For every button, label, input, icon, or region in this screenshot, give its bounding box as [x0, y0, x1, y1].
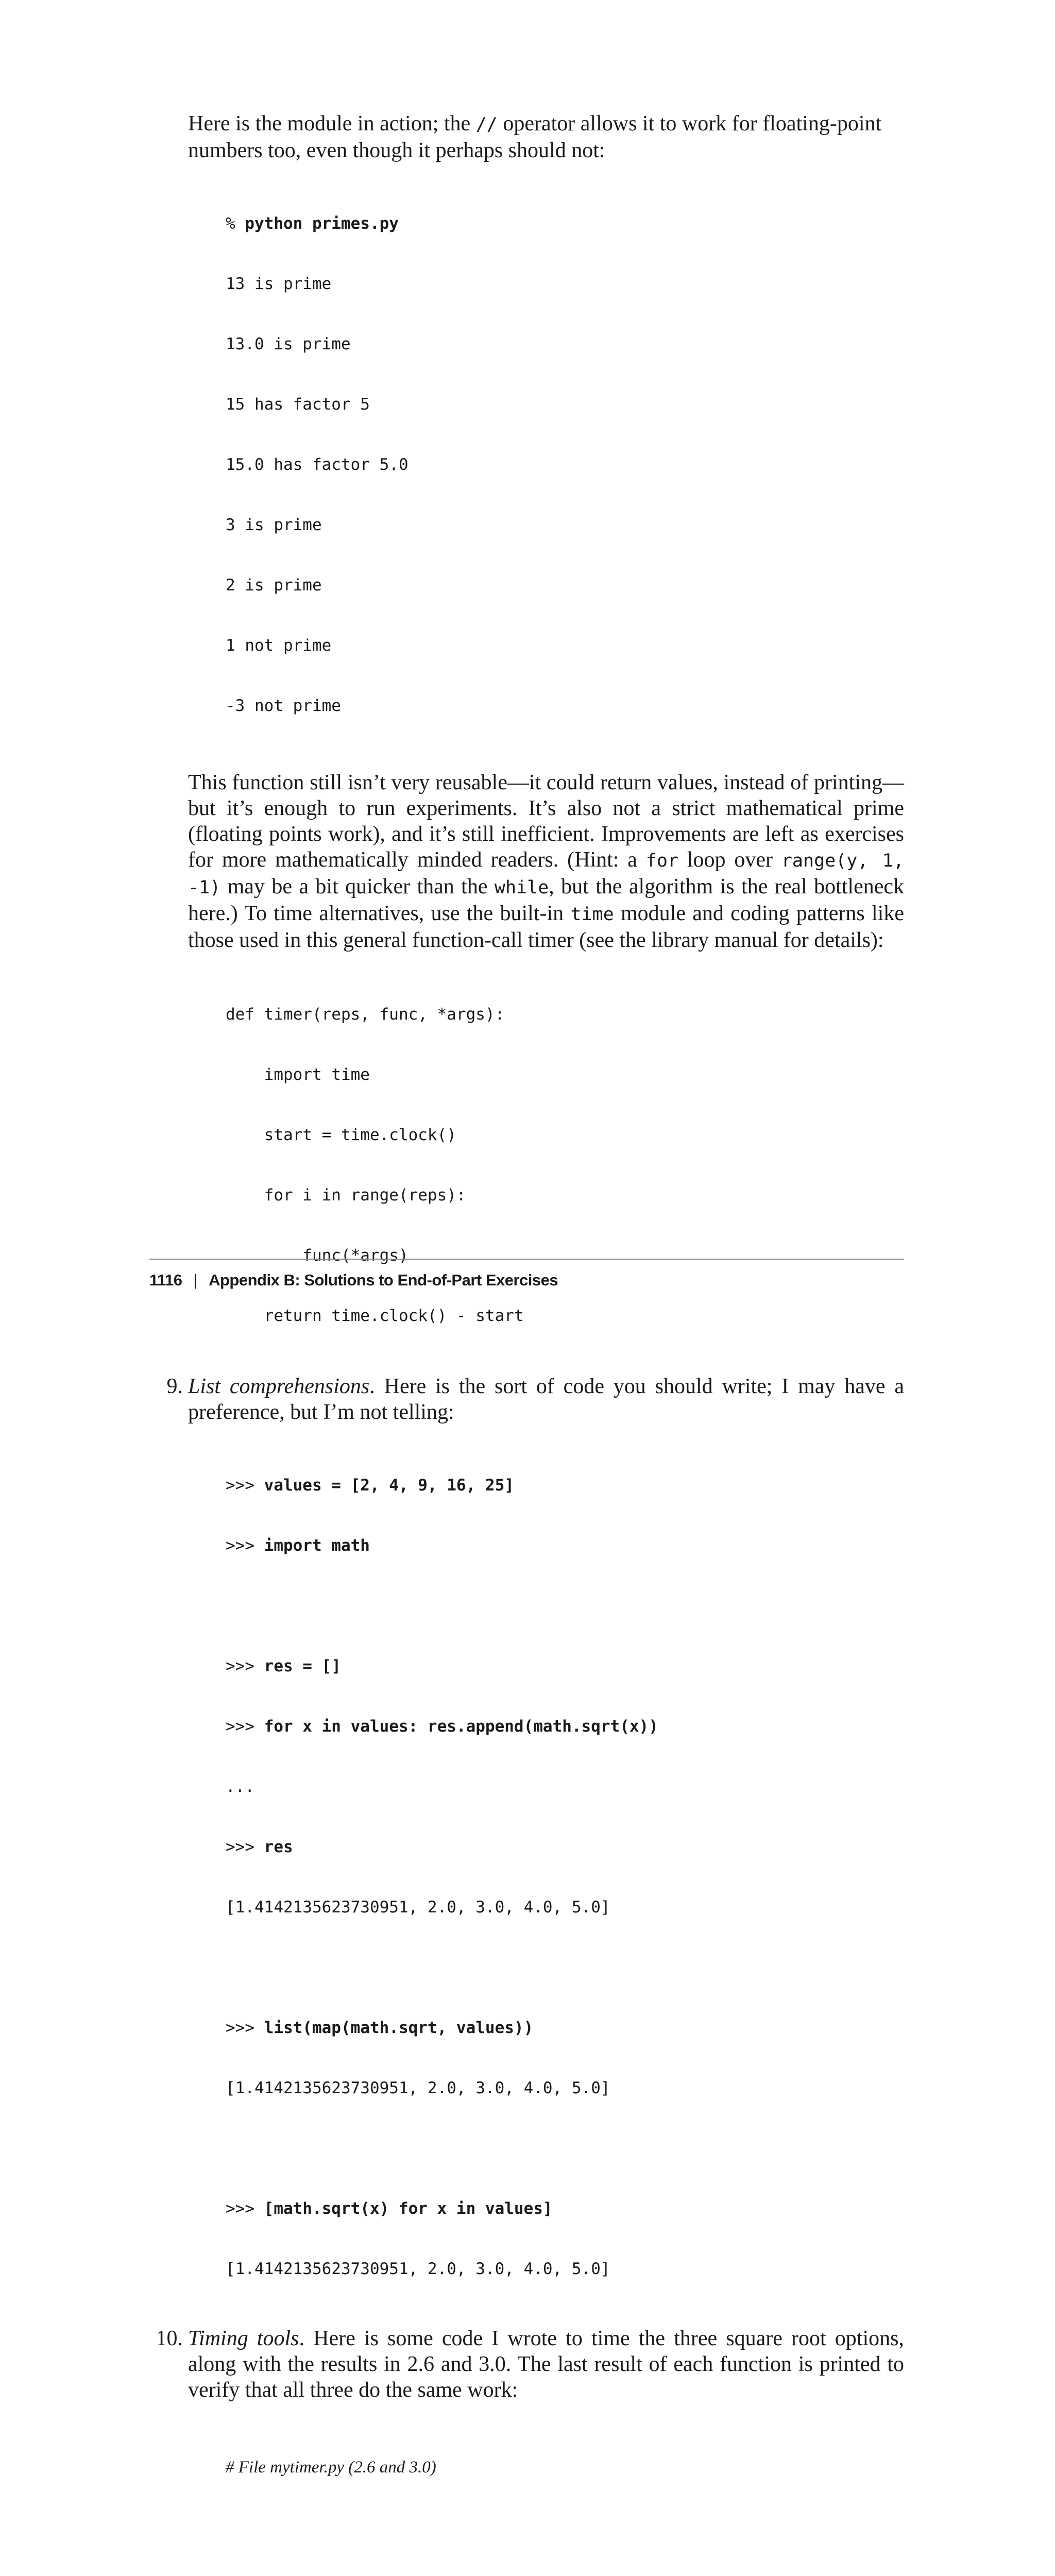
- repl-command: [math.sqrt(x) for x in values]: [264, 2199, 553, 2218]
- item-9-text: [188, 1374, 904, 1425]
- paragraph-text: operator allows it to work for floating-point numbers too, even though it perhaps should not:: [188, 112, 882, 162]
- code-line: import time: [226, 1065, 370, 1084]
- footer-separator: |: [193, 1271, 198, 1289]
- code-line: def timer(reps, func, *args):: [226, 1005, 505, 1024]
- code-line: [226, 2018, 904, 2038]
- shell-prompt: %: [226, 214, 245, 233]
- code-block-list-comprehensions: [188, 1435, 904, 2319]
- blank-line: [226, 2139, 904, 2159]
- shell-command: python primes.py: [245, 214, 399, 233]
- inline-code: //: [475, 114, 498, 135]
- code-output: [1.4142135623730951, 2.0, 3.0, 4.0, 5.0]: [226, 2260, 610, 2278]
- code-line: 15.0 has factor 5.0: [226, 455, 409, 474]
- code-line: [226, 214, 904, 234]
- repl-command: import math: [264, 1536, 370, 1555]
- code-line: for i in range(reps):: [226, 1186, 466, 1205]
- repl-prompt: >>>: [226, 1536, 264, 1555]
- blank-line: [226, 1596, 904, 1616]
- code-line: start = time.clock(): [226, 1126, 456, 1144]
- blank-line: [226, 1958, 904, 1978]
- paragraph-text: Here is the module in action; the: [188, 112, 476, 135]
- inline-code: time: [570, 904, 614, 925]
- footer-text: [149, 1271, 904, 1290]
- page-footer: [149, 1259, 904, 1290]
- running-title: Appendix B: Solutions to End-of-Part Exercises: [209, 1271, 558, 1289]
- code-comment: [226, 2458, 904, 2478]
- exercise-item-10: [156, 2326, 904, 2403]
- paragraph-module-in-action: [188, 111, 904, 163]
- repl-prompt: >>>: [226, 1838, 264, 1856]
- code-output: [1.4142135623730951, 2.0, 3.0, 4.0, 5.0]: [226, 1898, 610, 1917]
- paragraph-text: . Here is the sort of code you should write; I may have a preference, but I’m not telling:: [188, 1375, 904, 1424]
- code-line: 13.0 is prime: [226, 335, 351, 353]
- code-block-timer: [188, 964, 904, 1366]
- code-line: -3 not prime: [226, 697, 341, 715]
- item-title: Timing tools: [188, 2327, 299, 2350]
- repl-prompt: >>>: [226, 2199, 264, 2218]
- paragraph-text: may be a bit quicker than the: [220, 875, 495, 899]
- comment-text: # File mytimer.py (2.6 and 3.0): [226, 2458, 436, 2477]
- inline-code: while: [494, 877, 549, 898]
- footer-rule: [149, 1259, 904, 1260]
- paragraph-text: , but the algorithm is the real bottleneck here.) To time alternatives, use the built-in: [188, 875, 904, 925]
- repl-prompt: >>>: [226, 1476, 264, 1495]
- repl-command: list(map(math.sqrt, values)): [264, 2019, 534, 2037]
- repl-prompt: >>>: [226, 2019, 264, 2037]
- page-number: 1116: [149, 1271, 182, 1289]
- item-number: 10.: [156, 2327, 183, 2350]
- code-line: [226, 1837, 904, 1857]
- exercise-item-9: [166, 1374, 904, 1425]
- code-line: return time.clock() - start: [226, 1307, 524, 1325]
- code-line: 15 has factor 5: [226, 395, 370, 414]
- code-line: [226, 2199, 904, 2219]
- code-line: 1 not prime: [226, 636, 332, 655]
- paragraph-text: loop over: [678, 848, 781, 872]
- blank-line: [226, 2518, 904, 2538]
- inline-code: range(y, 1, -1): [188, 851, 904, 898]
- paragraph-text: . Here is some code I wrote to time the three square root options, along with the results in 2.6 and 3.0. The last result of each function is printed to verify that all three do the same work:: [188, 2327, 904, 2402]
- code-line: 13 is prime: [226, 275, 332, 293]
- code-line: [226, 1717, 904, 1737]
- inline-code: for: [645, 851, 679, 871]
- code-line: 2 is prime: [226, 576, 322, 595]
- code-block-timing: [188, 2417, 904, 2576]
- repl-command: res = []: [264, 1657, 341, 1675]
- repl-prompt: >>>: [226, 1657, 264, 1675]
- code-line: [226, 1476, 904, 1496]
- code-output: [1.4142135623730951, 2.0, 3.0, 4.0, 5.0]: [226, 2079, 610, 2097]
- repl-command: for x in values: res.append(math.sqrt(x)): [264, 1717, 658, 1736]
- paragraph-reusability: [188, 770, 904, 953]
- repl-command: res: [264, 1838, 293, 1856]
- repl-command: values = [2, 4, 9, 16, 25]: [264, 1476, 514, 1495]
- code-line: [226, 1536, 904, 1556]
- item-title: List comprehensions: [188, 1375, 370, 1398]
- code-line: [226, 1656, 904, 1676]
- code-block-primes-output: [188, 174, 904, 756]
- paragraph-text: module and coding patterns like those used in this general function-call timer (see the library manual for details):: [188, 902, 904, 952]
- code-line: ...: [226, 1777, 254, 1796]
- repl-prompt: >>>: [226, 1717, 264, 1736]
- item-number: 9.: [166, 1375, 183, 1398]
- item-10-text: [188, 2326, 904, 2403]
- code-line: 3 is prime: [226, 516, 322, 534]
- code-line: func(*args): [226, 1246, 409, 1265]
- paragraph-text: This function still isn’t very reusable—it could return values, instead of printing—but it’s enough to run experiments. It’s also not a strict mathematical prime (floating points work), and it’s still inefficient. Improvements are left as exercises for more mathematically minded readers. (Hint: a: [188, 771, 904, 872]
